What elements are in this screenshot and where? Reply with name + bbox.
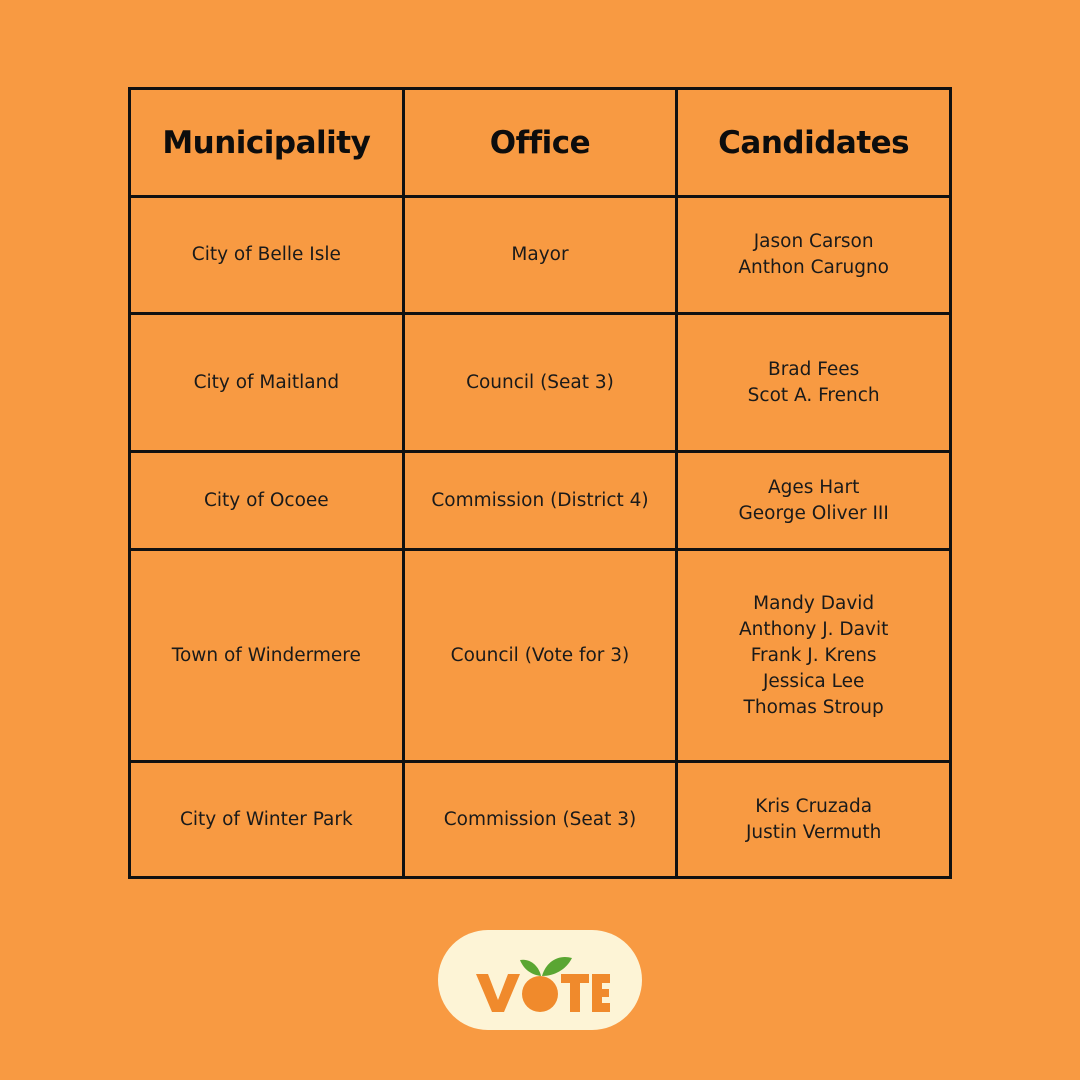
office-cell: Commission (District 4) bbox=[403, 452, 677, 550]
candidate-name: Thomas Stroup bbox=[743, 696, 884, 718]
municipality-cell: City of Ocoee bbox=[130, 452, 404, 550]
letter-v bbox=[476, 974, 520, 1012]
candidates-cell bbox=[677, 197, 951, 314]
municipality-cell: City of Winter Park bbox=[130, 762, 404, 878]
vote-logo-letters bbox=[476, 957, 610, 1012]
candidates-cell bbox=[677, 762, 951, 878]
header-office: Office bbox=[403, 89, 677, 197]
header-municipality: Municipality bbox=[130, 89, 404, 197]
orange-fruit-icon bbox=[520, 957, 572, 1012]
office-cell: Council (Seat 3) bbox=[403, 314, 677, 452]
candidate-name: Justin Vermuth bbox=[745, 821, 882, 843]
table-row bbox=[130, 452, 951, 550]
office-cell: Commission (Seat 3) bbox=[403, 762, 677, 878]
candidates-cell bbox=[677, 452, 951, 550]
candidate-name: Frank J. Krens bbox=[750, 644, 877, 666]
candidates-cell bbox=[677, 314, 951, 452]
header-candidates: Candidates bbox=[677, 89, 951, 197]
letter-e bbox=[592, 974, 610, 1012]
candidate-name: George Oliver III bbox=[738, 502, 889, 524]
candidate-name: Brad Fees bbox=[768, 358, 860, 380]
table-row bbox=[130, 197, 951, 314]
candidate-name: Jessica Lee bbox=[762, 670, 865, 692]
letter-t bbox=[561, 974, 589, 1012]
candidate-name: Mandy David bbox=[753, 592, 875, 614]
right-leaf bbox=[542, 957, 572, 976]
election-table bbox=[128, 87, 952, 879]
candidate-name: Jason Carson bbox=[753, 231, 874, 252]
candidate-name: Anthony J. Davit bbox=[738, 618, 889, 640]
municipality-cell: Town of Windermere bbox=[130, 550, 404, 762]
vote-logo bbox=[438, 930, 642, 1030]
candidate-name: Anthon Carugno bbox=[738, 257, 889, 278]
orange-body bbox=[522, 976, 558, 1012]
vote-logo-badge bbox=[438, 930, 642, 1030]
table-row bbox=[130, 762, 951, 878]
table-row bbox=[130, 550, 951, 762]
table-row bbox=[130, 314, 951, 452]
municipality-cell: City of Maitland bbox=[130, 314, 404, 452]
office-cell: Mayor bbox=[403, 197, 677, 314]
candidate-name: Kris Cruzada bbox=[755, 795, 873, 817]
table-header-row bbox=[130, 89, 951, 197]
candidate-name: Scot A. French bbox=[747, 384, 880, 406]
candidate-name: Ages Hart bbox=[767, 476, 860, 498]
candidates-cell bbox=[677, 550, 951, 762]
left-leaf bbox=[520, 960, 541, 976]
office-cell: Council (Vote for 3) bbox=[403, 550, 677, 762]
municipality-cell: City of Belle Isle bbox=[130, 197, 404, 314]
